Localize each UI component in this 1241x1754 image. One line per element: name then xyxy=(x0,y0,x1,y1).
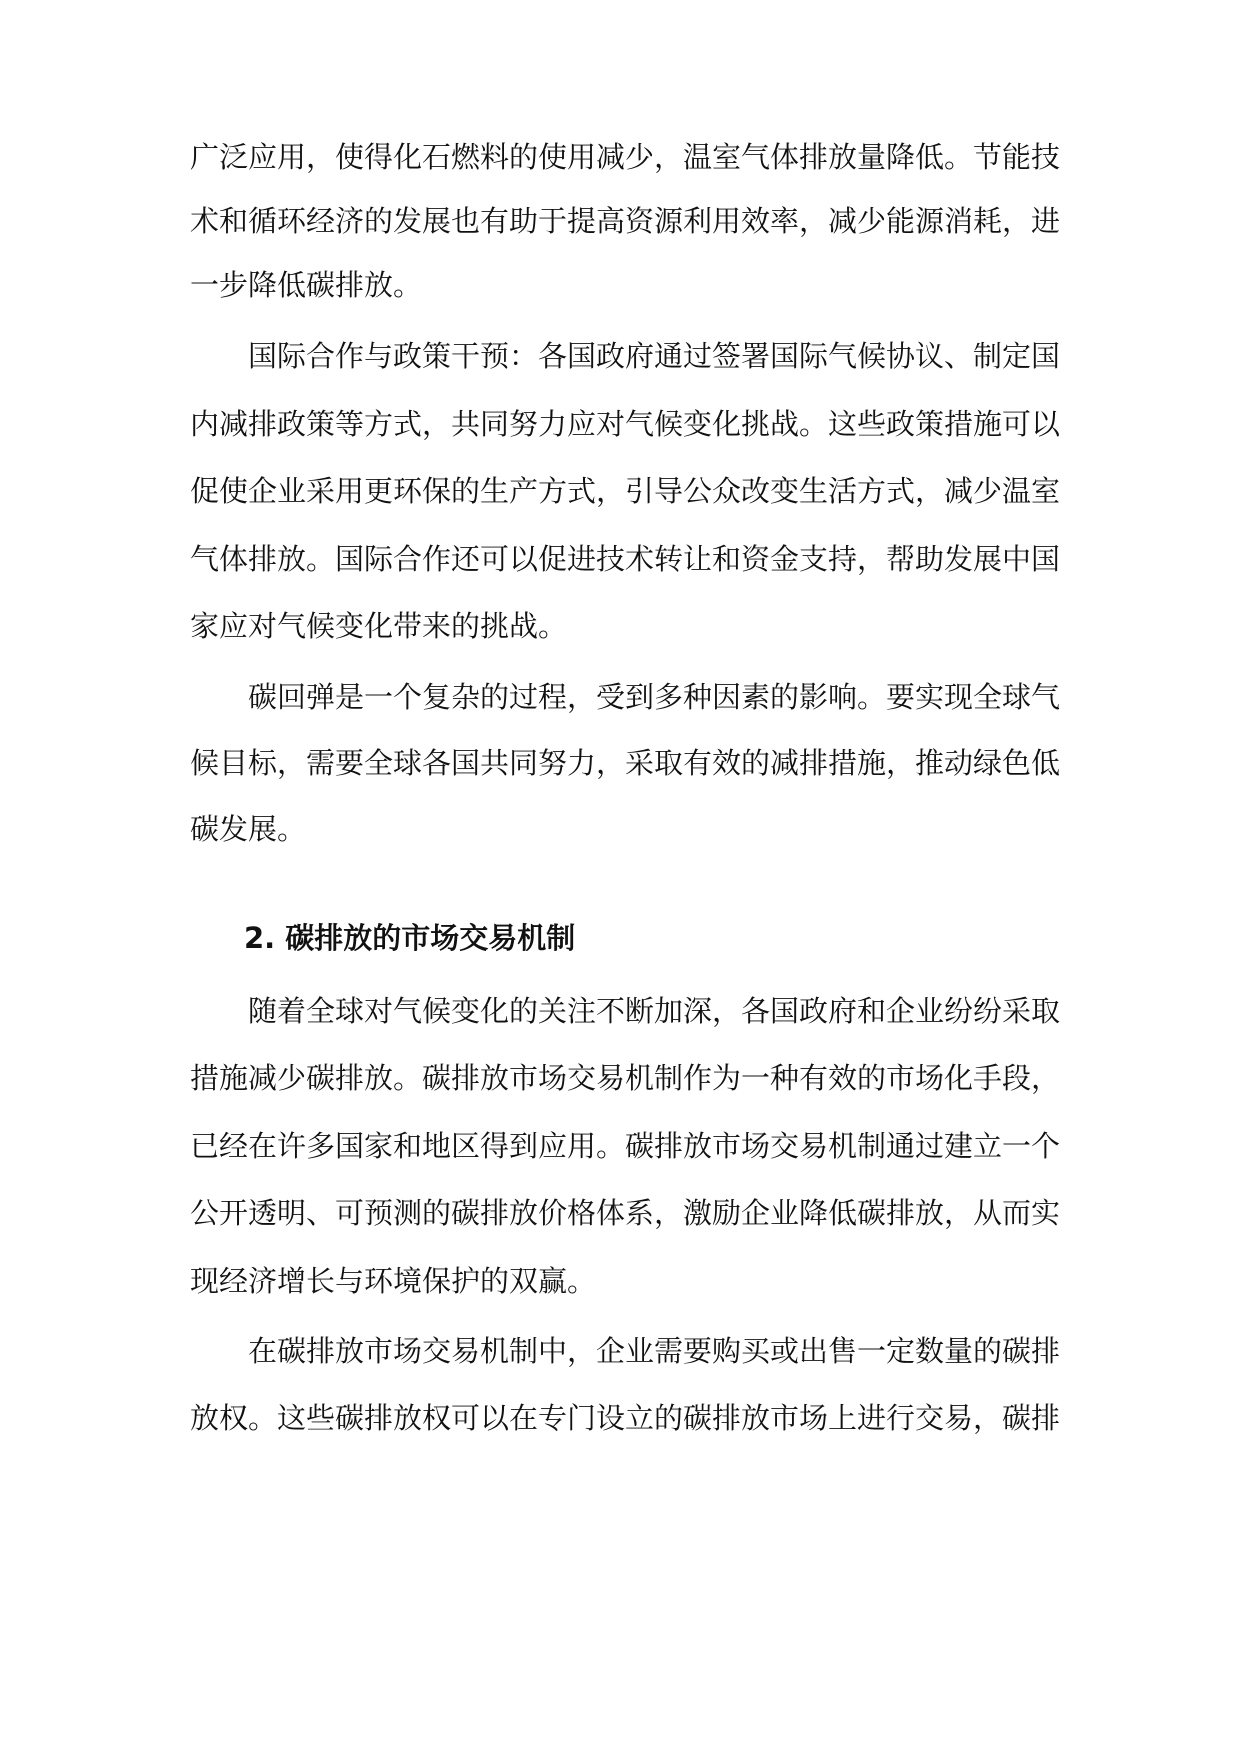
section-heading: 2. 碳排放的市场交易机制 xyxy=(244,921,576,955)
paragraph-line: 国际合作与政策干预：各国政府通过签署国际气候协议、制定国 xyxy=(248,339,1061,373)
paragraph-line: 放权。这些碳排放权可以在专门设立的碳排放市场上进行交易，碳排 xyxy=(190,1401,1061,1435)
paragraph-line: 已经在许多国家和地区得到应用。碳排放市场交易机制通过建立一个 xyxy=(190,1129,1061,1163)
paragraph-line: 术和循环经济的发展也有助于提高资源利用效率，减少能源消耗，进 xyxy=(190,204,1061,238)
paragraph-line: 公开透明、可预测的碳排放价格体系，激励企业降低碳排放，从而实 xyxy=(190,1196,1061,1230)
paragraph-line: 候目标，需要全球各国共同努力，采取有效的减排措施，推动绿色低 xyxy=(190,746,1061,780)
paragraph-line: 内减排政策等方式，共同努力应对气候变化挑战。这些政策措施可以 xyxy=(190,407,1061,441)
paragraph-line: 家应对气候变化带来的挑战。 xyxy=(190,609,568,643)
paragraph-line: 广泛应用，使得化石燃料的使用减少，温室气体排放量降低。节能技 xyxy=(190,140,1061,174)
paragraph-line: 促使企业采用更环保的生产方式，引导公众改变生活方式，减少温室 xyxy=(190,474,1061,508)
paragraph-line: 现经济增长与环境保护的双赢。 xyxy=(190,1264,597,1298)
paragraph-line: 碳回弹是一个复杂的过程，受到多种因素的影响。要实现全球气 xyxy=(248,680,1061,714)
paragraph-line: 碳发展。 xyxy=(190,812,307,846)
paragraph-line: 气体排放。国际合作还可以促进技术转让和资金支持，帮助发展中国 xyxy=(190,542,1061,576)
paragraph-line: 随着全球对气候变化的关注不断加深，各国政府和企业纷纷采取 xyxy=(248,994,1061,1028)
paragraph-line: 一步降低碳排放。 xyxy=(190,268,423,302)
paragraph-line: 措施减少碳排放。碳排放市场交易机制作为一种有效的市场化手段， xyxy=(190,1061,1061,1095)
paragraph-line: 在碳排放市场交易机制中，企业需要购买或出售一定数量的碳排 xyxy=(248,1334,1061,1368)
